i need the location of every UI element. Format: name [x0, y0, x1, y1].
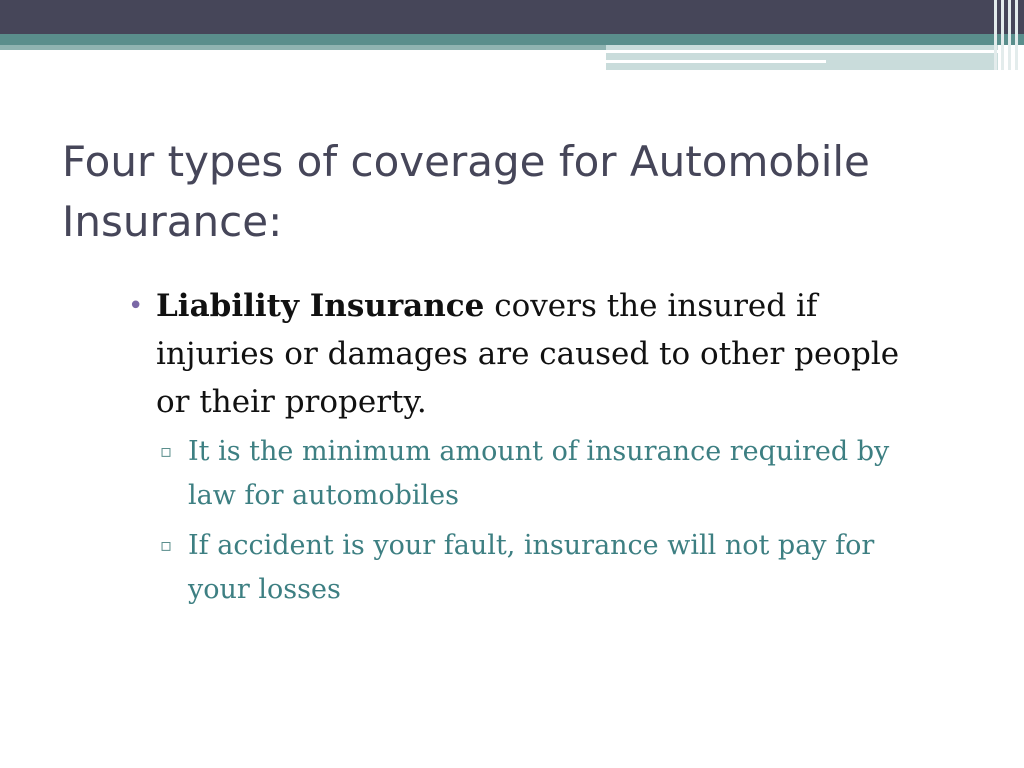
- bullet-dot-icon: •: [128, 291, 144, 321]
- header-accent-line-short: [606, 60, 826, 63]
- header-dark-band: [0, 0, 1024, 34]
- sub-bullet-text: If accident is your fault, insurance will not pay for your losses: [188, 530, 875, 605]
- bullet-text: covers the insured if injuries or damages are caused to other people or their property.: [156, 288, 900, 420]
- sub-bullet-text: It is the minimum amount of insurance required by law for automobiles: [188, 436, 890, 511]
- bullet-liability: [128, 282, 928, 426]
- bullet-term: Liability Insurance: [156, 288, 485, 324]
- header-teal-band: [0, 34, 1024, 45]
- square-bullet-icon: ▫: [160, 535, 173, 556]
- header-accent-line: [606, 50, 998, 53]
- header-teal-light-band: [0, 45, 610, 50]
- slide-content: [128, 282, 928, 618]
- sub-bullet-item: [160, 430, 928, 518]
- sub-bullet-list: [128, 430, 928, 612]
- square-bullet-icon: ▫: [160, 441, 173, 462]
- sub-bullet-item: [160, 524, 928, 612]
- slide-title: Four types of coverage for Automobile Insurance:: [62, 137, 870, 246]
- header-accent-block: [606, 45, 998, 70]
- header-edge-stripes: [994, 0, 1024, 70]
